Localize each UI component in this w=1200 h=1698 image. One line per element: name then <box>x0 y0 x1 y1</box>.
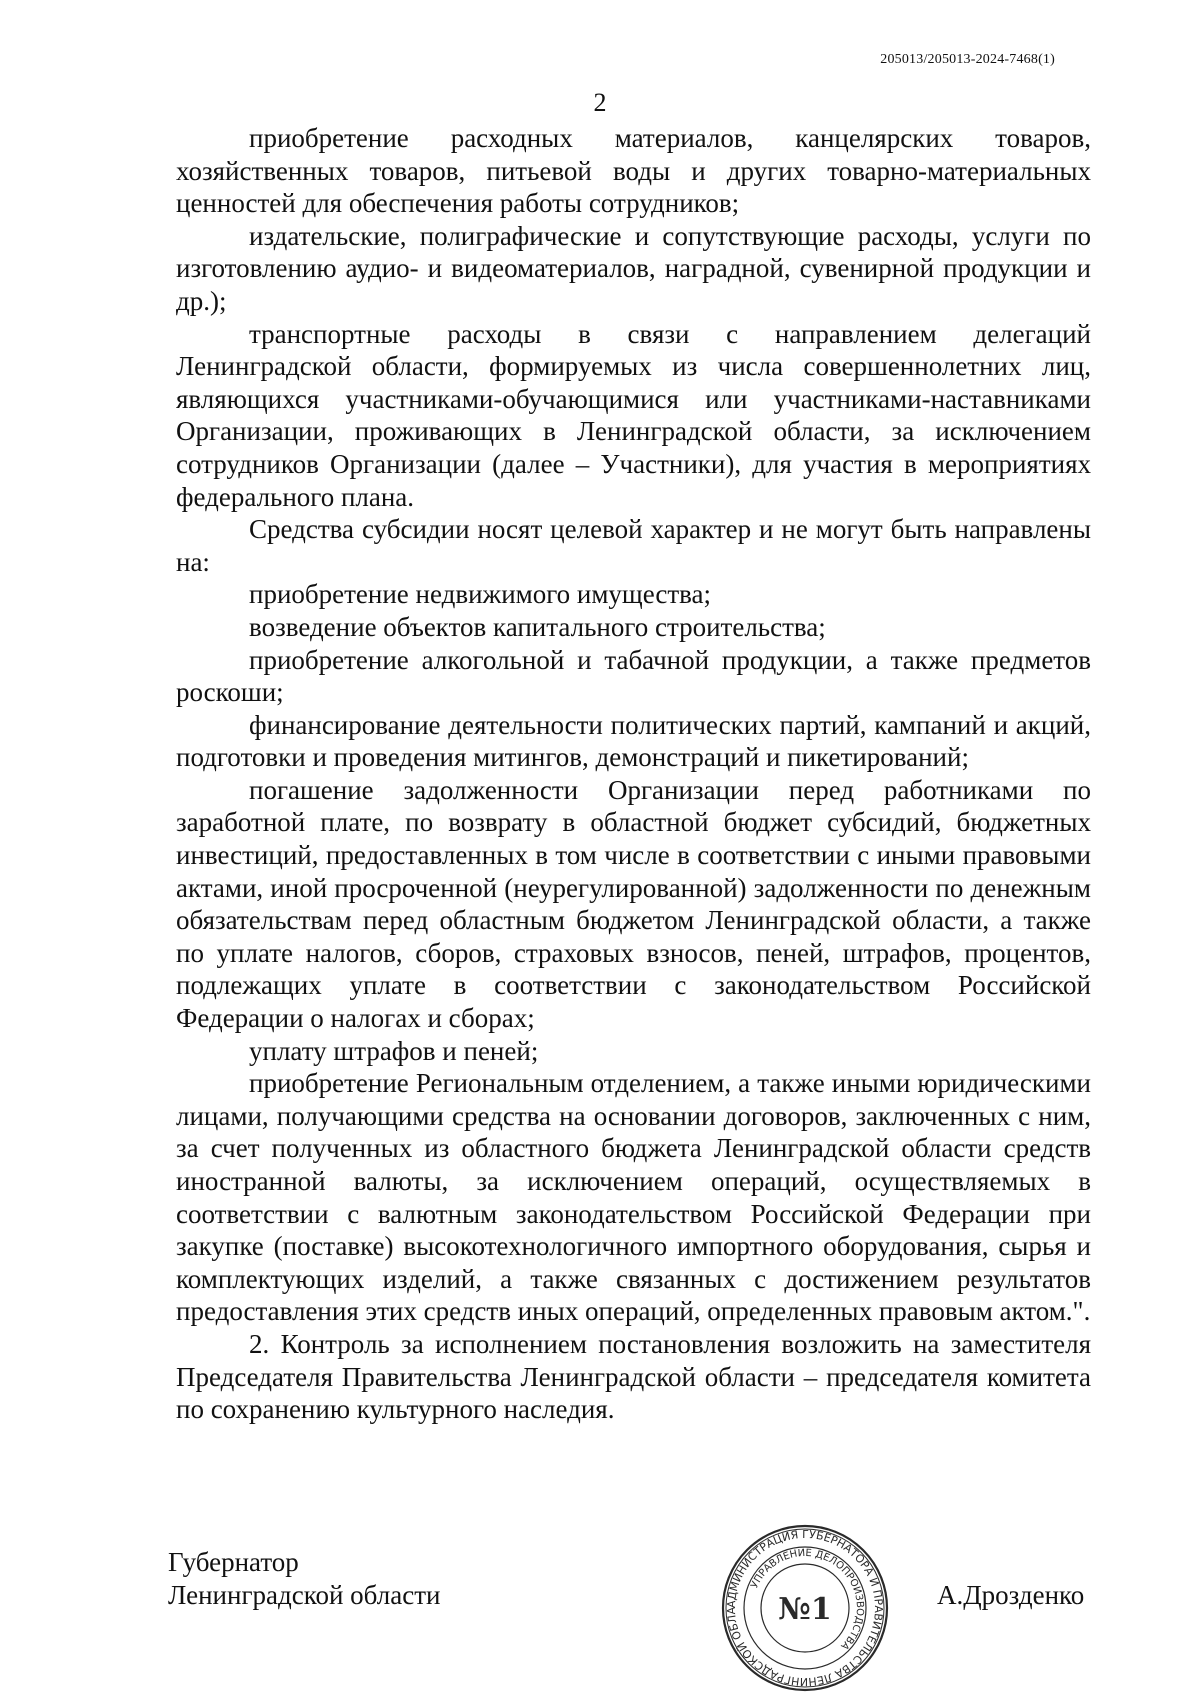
signatory-title <box>168 1546 440 1612</box>
paragraph: 2. Контроль за исполнением постановления возложить на заместителя Председателя Правительства Ленинградской области – председателя комитета по сохранению культурного наследия. <box>176 1328 1091 1425</box>
paragraph: погашение задолженности Организации перед работниками по заработной плате, по возврату в областной бюджет субсидий, бюджетных инвестиций, предоставленных в том числе в соответствии с иными правовыми актами, иной просроченной (неурегулированной) задолженности по денежным обязательствам перед областным бюджетом Ленинградской области, а также по уплате налогов, сборов, страховых взносов, пеней, штрафов, процентов, подлежащих уплате в соответствии с законодательством Российской Федерации о налогах и сборах; <box>176 774 1091 1034</box>
paragraph: приобретение Региональным отделением, а также иными юридическими лицами, получающими средства на основании договоров, заключенных с ним, за счет полученных из областного бюджета Ленинградской области средств иностранной валюты, за исключением операций, осуществляемых в соответствии с валютным законодательством Российской Федерации при закупке (поставке) высокотехнологичного импортного оборудования, сырья и комплектующих изделий, а также связанных с достижением результатов предоставления этих средств иных операций, определенных правовым актом.". <box>176 1068 1091 1327</box>
paragraph: приобретение расходных материалов, канцелярских товаров, хозяйственных товаров, питьевой воды и других товарно-материальных ценностей для обеспечения работы сотрудников; <box>176 123 1091 219</box>
paragraph: издательские, полиграфические и сопутствующие расходы, услуги по изготовлению аудио- и видеоматериалов, наградной, сувенирной продукции и др.); <box>176 220 1091 316</box>
page-number: 2 <box>593 88 607 117</box>
document-id: 205013/205013-2024-7468(1) <box>880 52 1055 67</box>
paragraph: транспортные расходы в связи с направлением делегаций Ленинградской области, формируемых из числа совершеннолетних лиц, являющихся участниками-обучающимися или участниками-наставниками Организации, проживающих в Ленинградской области, за исключением сотрудников Организации (далее – Участники), для участия в мероприятиях федерального плана. <box>176 318 1091 512</box>
paragraph: приобретение недвижимого имущества; <box>249 579 712 610</box>
seal-number: №1 <box>778 1592 832 1627</box>
paragraph: возведение объектов капитального строительства; <box>249 611 826 642</box>
official-seal <box>720 1523 890 1693</box>
seal-inner-text: УПРАВЛЕНИЕ ДЕЛОПРОИЗВОДСТВА <box>749 1547 866 1652</box>
paragraph: уплату штрафов и пеней; <box>249 1035 539 1066</box>
document-body <box>176 122 1091 1426</box>
paragraph: приобретение алкогольной и табачной продукции, а также предметов роскоши; <box>176 644 1091 708</box>
seal-outer-text: АДМИНИСТРАЦИЯ ГУБЕРНАТОРА И ПРАВИТЕЛЬСТВА ЛЕНИНГРАДСКОЙ ОБЛА <box>724 1527 886 1689</box>
paragraph: Средства субсидии носят целевой характер и не могут быть направлены на: <box>176 514 1091 577</box>
seal-stamp-image <box>720 1523 890 1693</box>
signatory-title-line-2: Ленинградской области <box>168 1580 441 1610</box>
paragraph: финансирование деятельности политических партий, кампаний и акций, подготовки и проведения митингов, демонстраций и пикетирований; <box>176 709 1091 773</box>
signatory-title-line-1: Губернатор <box>168 1547 299 1577</box>
signatory-name: А.Дрозденко <box>937 1580 1085 1610</box>
